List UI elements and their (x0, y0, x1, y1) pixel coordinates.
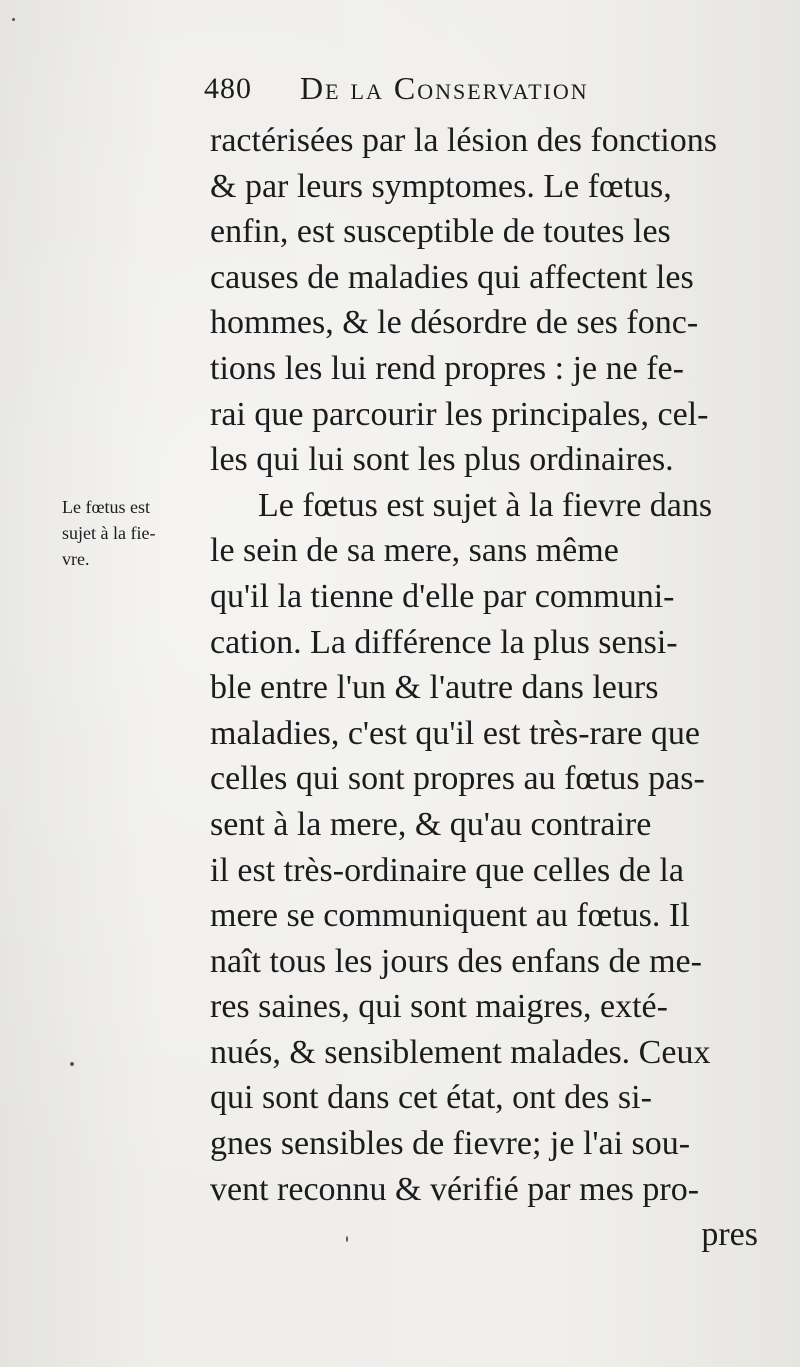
running-head: De la Conservation (300, 70, 589, 106)
text-line: il est très-ordinaire que celles de la (210, 851, 684, 889)
text-line: & par leurs symptomes. Le fœtus, (210, 167, 672, 205)
text-line: sent à la mere, & qu'au contraire (210, 805, 652, 843)
marginal-note-line: vre. (62, 549, 90, 569)
text-line: le sein de sa mere, sans même (210, 532, 619, 570)
text-line: mere se communiquent au fœtus. Il (210, 897, 690, 935)
text-line: qui sont dans cet état, ont des si- (210, 1079, 652, 1117)
text-line: res saines, qui sont maigres, exté- (210, 988, 668, 1026)
text-line: tions les lui rend propres : je ne fe- (210, 349, 684, 387)
text-line: vent reconnu & vérifié par mes pro- (210, 1170, 700, 1208)
marginal-note (62, 494, 212, 572)
catchword: pres (701, 1216, 758, 1254)
page-header (204, 68, 674, 112)
paper-speck (12, 18, 15, 21)
marginal-note-line: Le fœtus est (62, 497, 150, 517)
paper-speck (70, 1062, 74, 1066)
text-line: naît tous les jours des enfans de me- (210, 942, 702, 980)
text-line: nués, & sensiblement malades. Ceux (210, 1033, 711, 1071)
body-text (210, 118, 770, 1258)
paper-speck (346, 1236, 348, 1242)
page-number: 480 (204, 72, 252, 105)
text-line: maladies, c'est qu'il est très-rare que (210, 714, 700, 752)
text-line: ractérisées par la lésion des fonctions (210, 122, 717, 159)
text-line: les qui lui sont les plus ordinaires. (210, 441, 674, 479)
text-line: causes de maladies qui affectent les (210, 258, 694, 296)
text-line: qu'il la tienne d'elle par communi- (210, 577, 675, 615)
text-line: cation. La différence la plus sensi- (210, 623, 678, 661)
text-line: ble entre l'un & l'autre dans leurs (210, 669, 659, 707)
text-line: celles qui sont propres au fœtus pas- (210, 760, 705, 798)
text-line: hommes, & le désordre de ses fonc- (210, 304, 699, 342)
paragraph-start-line: Le fœtus est sujet à la fievre dans (258, 486, 713, 524)
text-line: gnes sensibles de fievre; je l'ai sou- (210, 1125, 691, 1163)
text-line: enfin, est susceptible de toutes les (210, 213, 671, 251)
marginal-note-line: sujet à la fie- (62, 523, 156, 543)
text-line: rai que parcourir les principales, cel- (210, 395, 709, 433)
